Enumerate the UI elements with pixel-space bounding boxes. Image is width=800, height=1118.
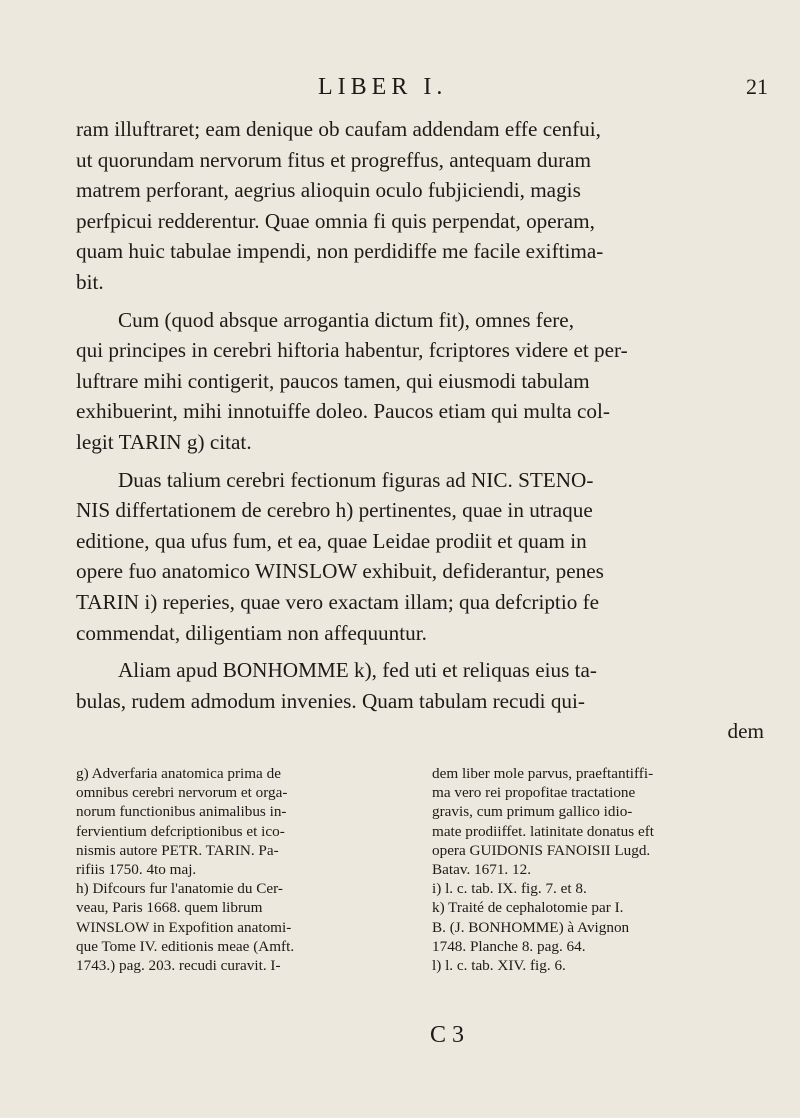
paragraph-3 — [76, 465, 764, 649]
footnote-line: norum functionibus animalibus in- — [76, 803, 287, 821]
footnote-line: veau, Paris 1668. quem librum — [76, 899, 263, 917]
text-line: Duas talium cerebri fectionum figuras ad NIC. STENO- — [118, 467, 594, 492]
footnote-line: gravis, cum primum gallico idio- — [432, 803, 633, 821]
running-head: LIBER I. — [318, 74, 448, 100]
page-number: 21 — [746, 74, 768, 99]
footnote-line: WINSLOW in Expofition anatomi- — [76, 918, 292, 936]
text-line: matrem perforant, aegrius alioquin oculo fubjiciendi, magis — [76, 178, 581, 203]
text-line: NIS differtationem de cerebro h) pertinentes, quae in utraque — [76, 498, 593, 523]
text-line: perfpicui redderentur. Quae omnia fi quis perpendat, operam, — [76, 208, 595, 233]
footnote-line: l) l. c. tab. XIV. fig. 6. — [432, 957, 566, 975]
footnote-line: Batav. 1671. 12. — [432, 861, 531, 879]
text-line: opere fuo anatomico WINSLOW exhibuit, defiderantur, penes — [76, 559, 604, 584]
footnote-line: i) l. c. tab. IX. fig. 7. et 8. — [432, 880, 587, 898]
text-line: ram illuftraret; eam denique ob caufam addendam effe cenfui, — [76, 117, 601, 141]
footnote-line: 1743.) pag. 203. recudi curavit. I- — [76, 957, 281, 975]
footnotes-left-column — [76, 764, 408, 975]
paragraph-1 — [76, 114, 764, 298]
text-line: dem — [727, 719, 764, 744]
page-header — [0, 74, 800, 104]
footnote-line: g) Adverfaria anatomica prima de — [76, 765, 281, 782]
footnotes-right-column — [432, 764, 764, 975]
paragraph-2 — [76, 305, 764, 458]
text-line: Cum (quod absque arrogantia dictum fit), omnes fere, — [118, 307, 574, 332]
text-line: luftrare mihi contigerit, paucos tamen, qui eiusmodi tabulam — [76, 368, 590, 393]
signature-mark: C 3 — [430, 1022, 465, 1048]
text-line: editione, qua ufus fum, et ea, quae Leidae prodiit et quam in — [76, 528, 587, 553]
text-line: qui principes in cerebri hiftoria habentur, fcriptores videre et per- — [76, 338, 628, 363]
footnote-line: B. (J. BONHOMME) à Avignon — [432, 918, 630, 936]
text-line: quam huic tabulae impendi, non perdidiffe me facile exiftima- — [76, 239, 604, 264]
text-line: exhibuerint, mihi innotuiffe doleo. Paucos etiam qui multa col- — [76, 399, 610, 424]
text-line: bit. — [76, 269, 104, 294]
text-line: TARIN i) reperies, quae vero exactam illam; qua defcriptio fe — [76, 589, 600, 614]
footnote-line: ma vero rei propofitae tractatione — [432, 784, 636, 802]
footnote-line: omnibus cerebri nervorum et orga- — [76, 784, 288, 802]
footnote-line: que Tome IV. editionis meae (Amft. — [76, 937, 295, 955]
text-line: legit TARIN g) citat. — [76, 429, 252, 454]
footnote-line: mate prodiiffet. latinitate donatus eft — [432, 822, 654, 840]
text-line: Aliam apud BONHOMME k), fed uti et reliquas eius ta- — [118, 658, 597, 683]
footnote-line: dem liber mole parvus, praeftantiffi- — [432, 765, 654, 782]
footnote-line: nismis autore PETR. TARIN. Pa- — [76, 841, 279, 859]
footnote-line: 1748. Planche 8. pag. 64. — [432, 937, 586, 955]
text-line: bulas, rudem admodum invenies. Quam tabulam recudi qui- — [76, 688, 585, 713]
footnote-line: fervientium defcriptionibus et ico- — [76, 822, 285, 840]
main-text — [76, 114, 764, 747]
footnote-line: k) Traité de cephalotomie par I. — [432, 899, 624, 917]
footnote-line: rifiis 1750. 4to maj. — [76, 861, 197, 879]
footnote-line: h) Difcours fur l'anatomie du Cer- — [76, 880, 283, 898]
text-line: ut quorundam nervorum fitus et progreffus, antequam duram — [76, 147, 592, 172]
footnote-line: opera GUIDONIS FANOISII Lugd. — [432, 841, 651, 859]
text-line: commendat, diligentiam non affequuntur. — [76, 620, 427, 645]
paragraph-4 — [76, 655, 764, 747]
